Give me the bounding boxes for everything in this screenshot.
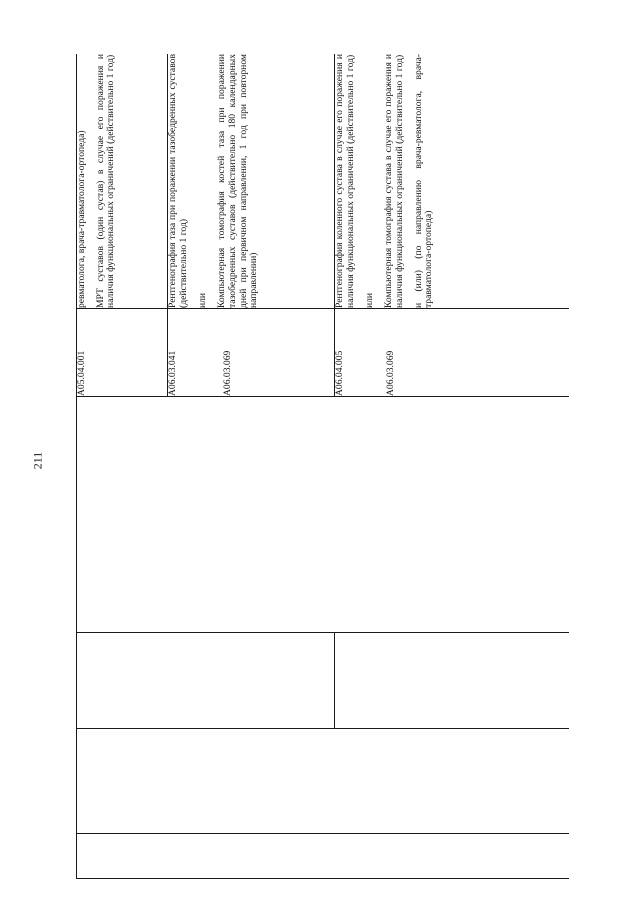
or-label: или: [364, 292, 376, 308]
service-code: A05.04.001: [76, 350, 87, 396]
rotated-table-sheet: [76, 54, 569, 879]
empty-cell: [77, 633, 335, 729]
description-text: Компьютерная томография костей таза при поражении тазобедренных суставов (действительно 180 календарных дней при первичном направлении, 1 год при повторном направлении): [216, 54, 260, 308]
empty-cell: [77, 729, 570, 834]
description-text: Рентгенография таза при поражении тазобедренных суставов (действительно 1 год): [167, 54, 189, 308]
description-text: ревматолога, врача-травматолога-ортопеда): [76, 130, 87, 308]
description-cell: [77, 54, 168, 309]
service-code-cell: [168, 309, 335, 397]
empty-cell: [77, 834, 570, 879]
empty-cell: [335, 633, 570, 729]
service-code: A06.03.069: [221, 350, 233, 396]
spacer: [179, 309, 223, 396]
description-text: Компьютерная томография сустава в случае его поражения и наличия функциональных ограничений (действительно 1 год): [383, 54, 405, 308]
description-cell: [335, 54, 570, 309]
service-code-cell: [335, 309, 570, 397]
spacer: [356, 54, 365, 308]
service-code: A06.04.005: [334, 350, 345, 396]
service-code: A06.03.069: [384, 350, 396, 396]
requirements-table: [76, 54, 569, 879]
page-number-text: 211: [30, 451, 45, 469]
rotated-table-content: [76, 54, 569, 879]
table-row: [77, 54, 168, 879]
description-cell: [168, 54, 335, 309]
spacer: [189, 54, 198, 308]
description-text: МРТ суставов (один сустав) в случае его поражения и наличия функциональных ограничений (действительно 1 год): [94, 54, 117, 308]
page-number: [26, 442, 50, 478]
description-text: Рентгенография коленного сустава в случае его поражения и наличия функциональных ограничений (действительно 1 год): [334, 54, 356, 308]
empty-cell: [77, 397, 570, 633]
or-label: или: [197, 292, 209, 308]
service-code-cell: [77, 309, 168, 397]
spacer: [346, 309, 386, 396]
service-code: A06.03.041: [167, 350, 178, 396]
description-text: и (или) (по направлению врача-ревматолога, врача-травматолога-ортопеда): [412, 54, 435, 308]
